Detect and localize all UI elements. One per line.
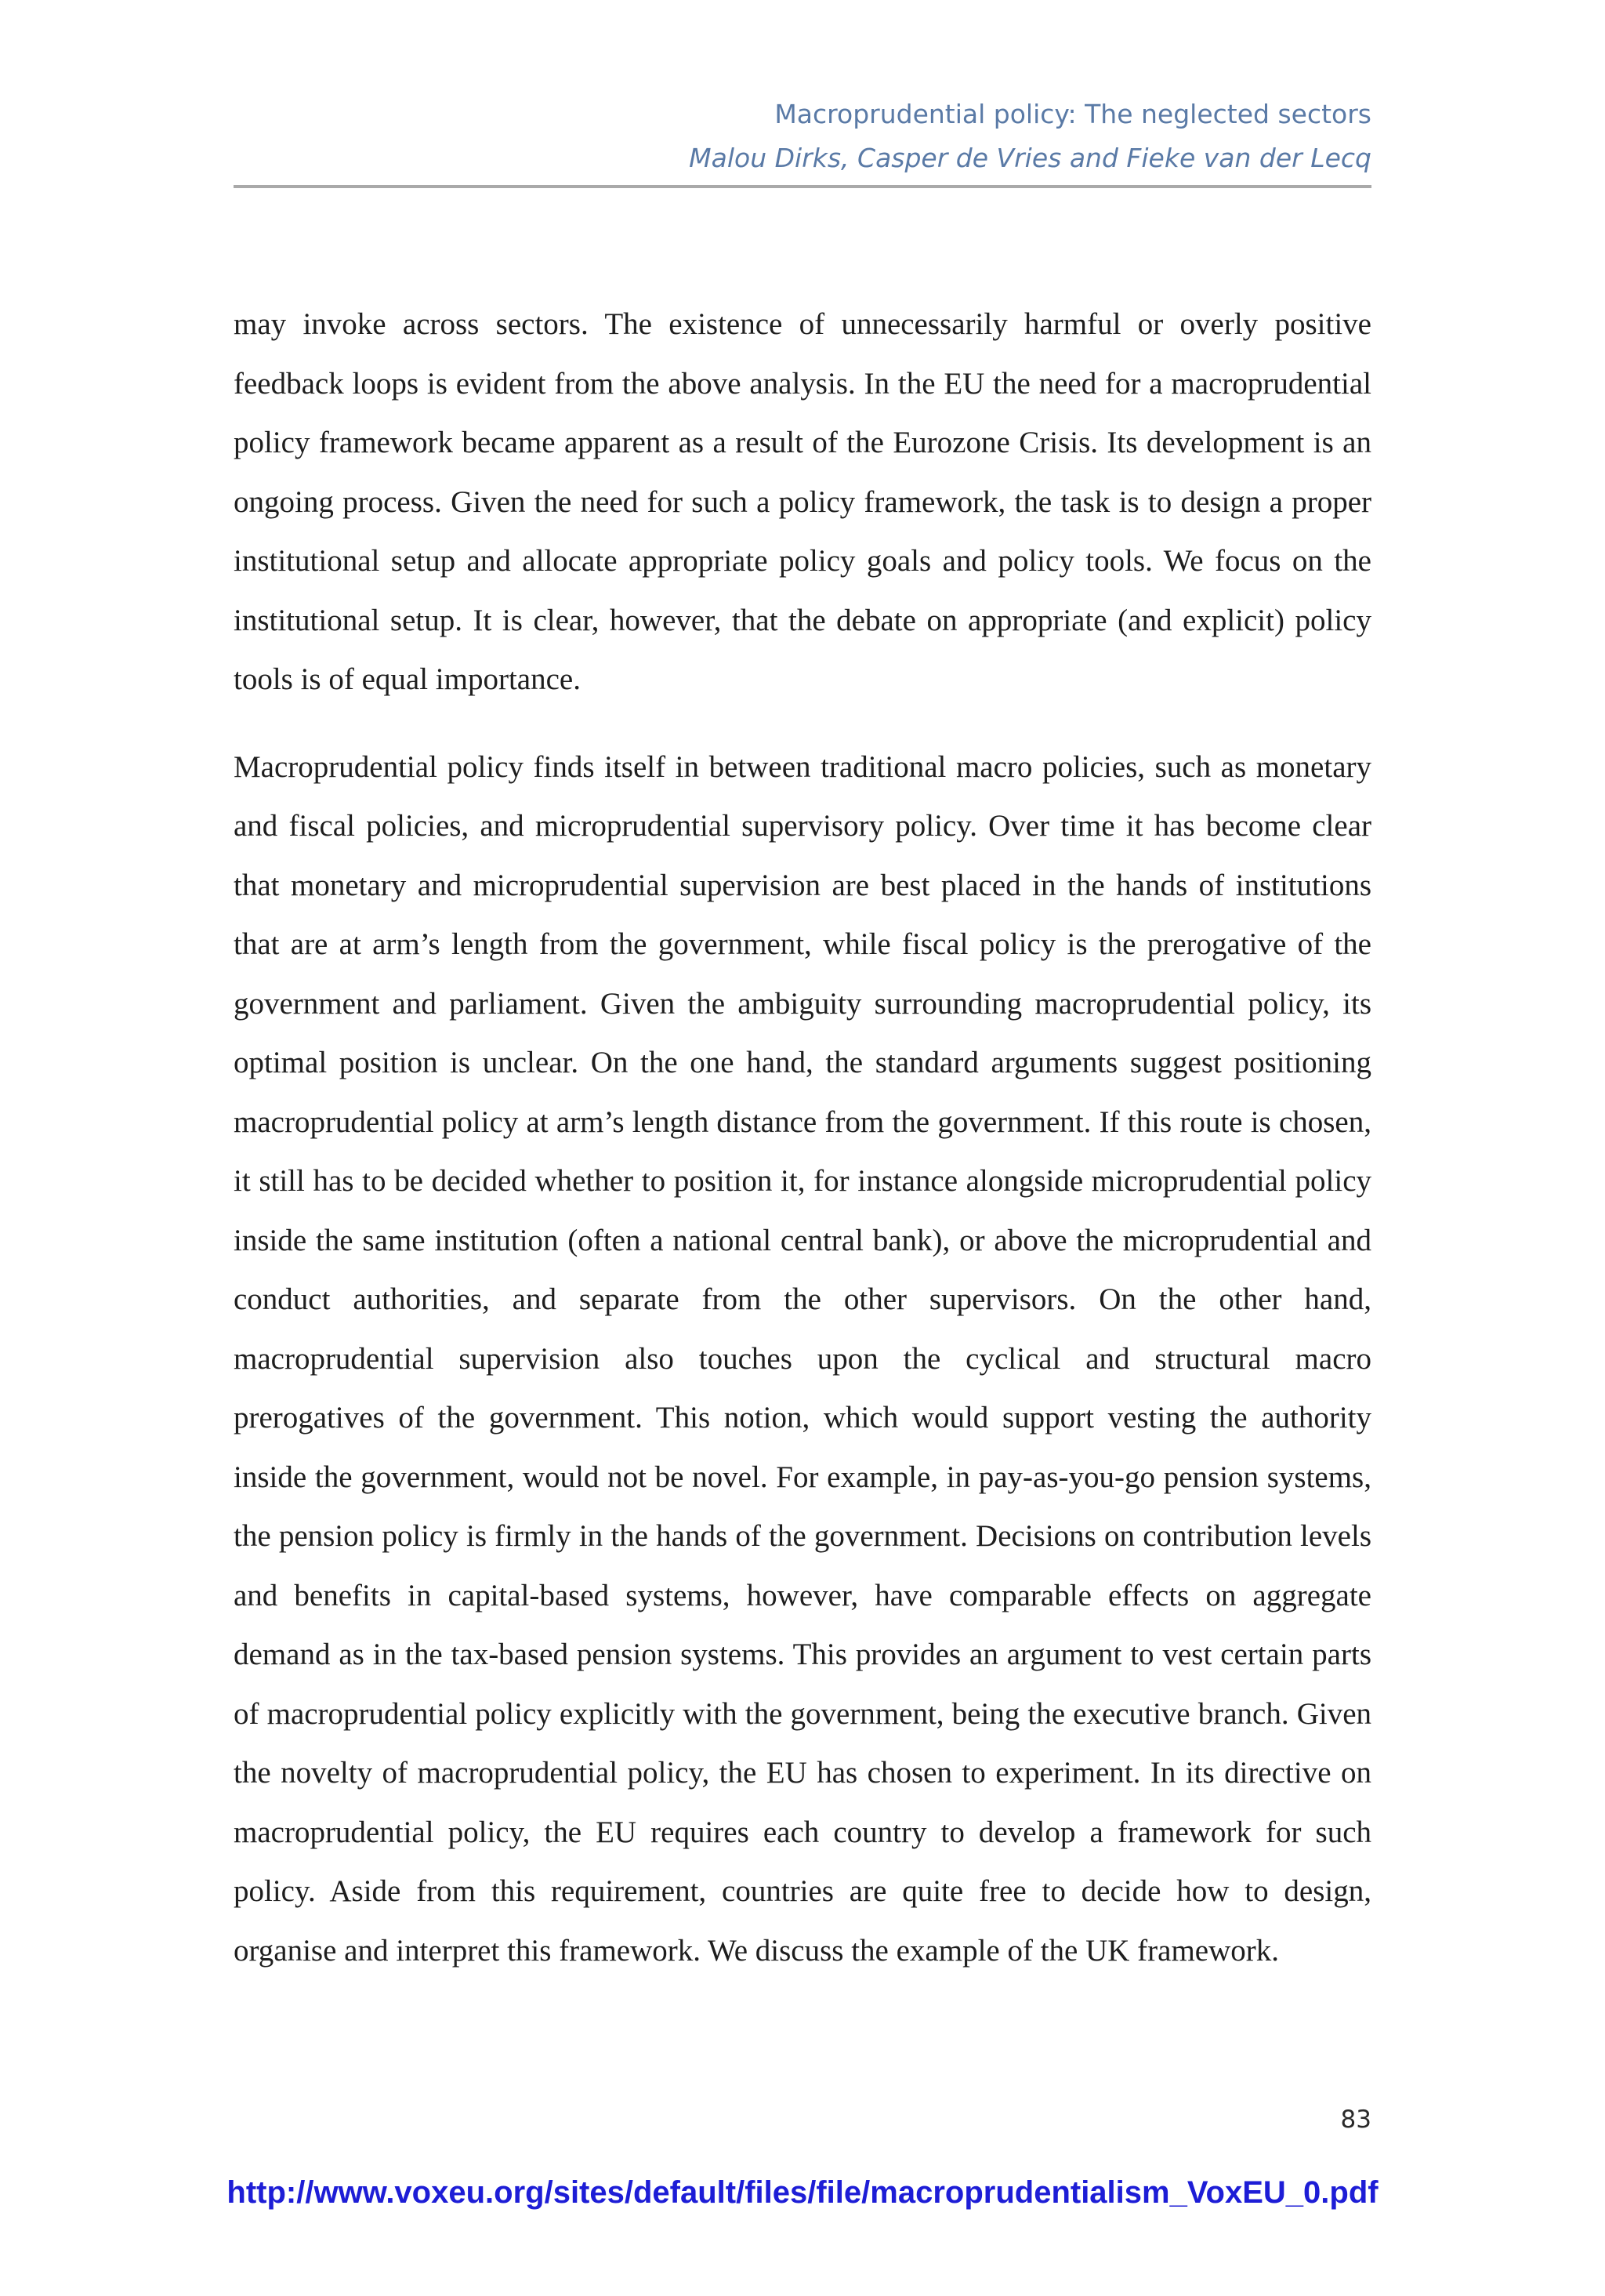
paragraph: Macroprudential policy finds itself in between traditional macro policies, such as monetary and fiscal policies, and microprudential supervisory policy. Over time it has become clear that monetary and microprudential supervision are best placed in the hands of institutions that are at arm’s length from the government, while fiscal policy is the prerogative of the government and parliament. Given the ambiguity surrounding macroprudential policy, its optimal position is unclear. On the one hand, the standard arguments suggest positioning macroprudential policy at arm’s length distance from the government. If this route is chosen, it still has to be decided whether to position it, for instance alongside microprudential policy inside the same institution (often a national central bank), or above the microprudential and conduct authorities, and separate from the other supervisors. On the other hand, macroprudential supervision also touches upon the cyclical and structural macro prerogatives of the government. This notion, which would support vesting the authority inside the government, would not be novel. For example, in pay-as-you-go pension systems, the pension policy is firmly in the hands of the government. Decisions on contribution levels and benefits in capital-based systems, however, have comparable effects on aggregate demand as in the tax-based pension systems. This provides an argument to vest certain parts of macroprudential policy explicitly with the government, being the executive branch. Given the novelty of macroprudential policy, the EU has chosen to experiment. In its directive on macroprudential policy, the EU requires each country to develop a framework for such policy. Aside from this requirement, countries are quite free to decide how to design, organise and interpret this framework. We discuss the example of the UK framework.	[234, 749, 1371, 1968]
running-header	[234, 92, 1371, 180]
source-url-link[interactable]: http://www.voxeu.org/sites/default/files/file/macroprudentialism_VoxEU_0.pdf	[226, 2175, 1379, 2210]
page-number: 83	[1340, 2106, 1371, 2134]
running-header-authors: Malou Dirks, Casper de Vries and Fieke van der Lecq	[689, 143, 1371, 173]
header-divider	[234, 185, 1371, 188]
running-header-title: Macroprudential policy: The neglected sectors	[774, 99, 1371, 129]
paragraph: may invoke across sectors. The existence of unnecessarily harmful or overly positive feedback loops is evident from the above analysis. In the EU the need for a macroprudential policy framework became apparent as a result of the Eurozone Crisis. Its development is an ongoing process. Given the need for such a policy framework, the task is to design a proper institutional setup and allocate appropriate policy goals and policy tools. We focus on the institutional setup. It is clear, however, that the debate on appropriate (and explicit) policy tools is of equal importance.	[234, 307, 1371, 696]
body-text	[234, 295, 1371, 1980]
